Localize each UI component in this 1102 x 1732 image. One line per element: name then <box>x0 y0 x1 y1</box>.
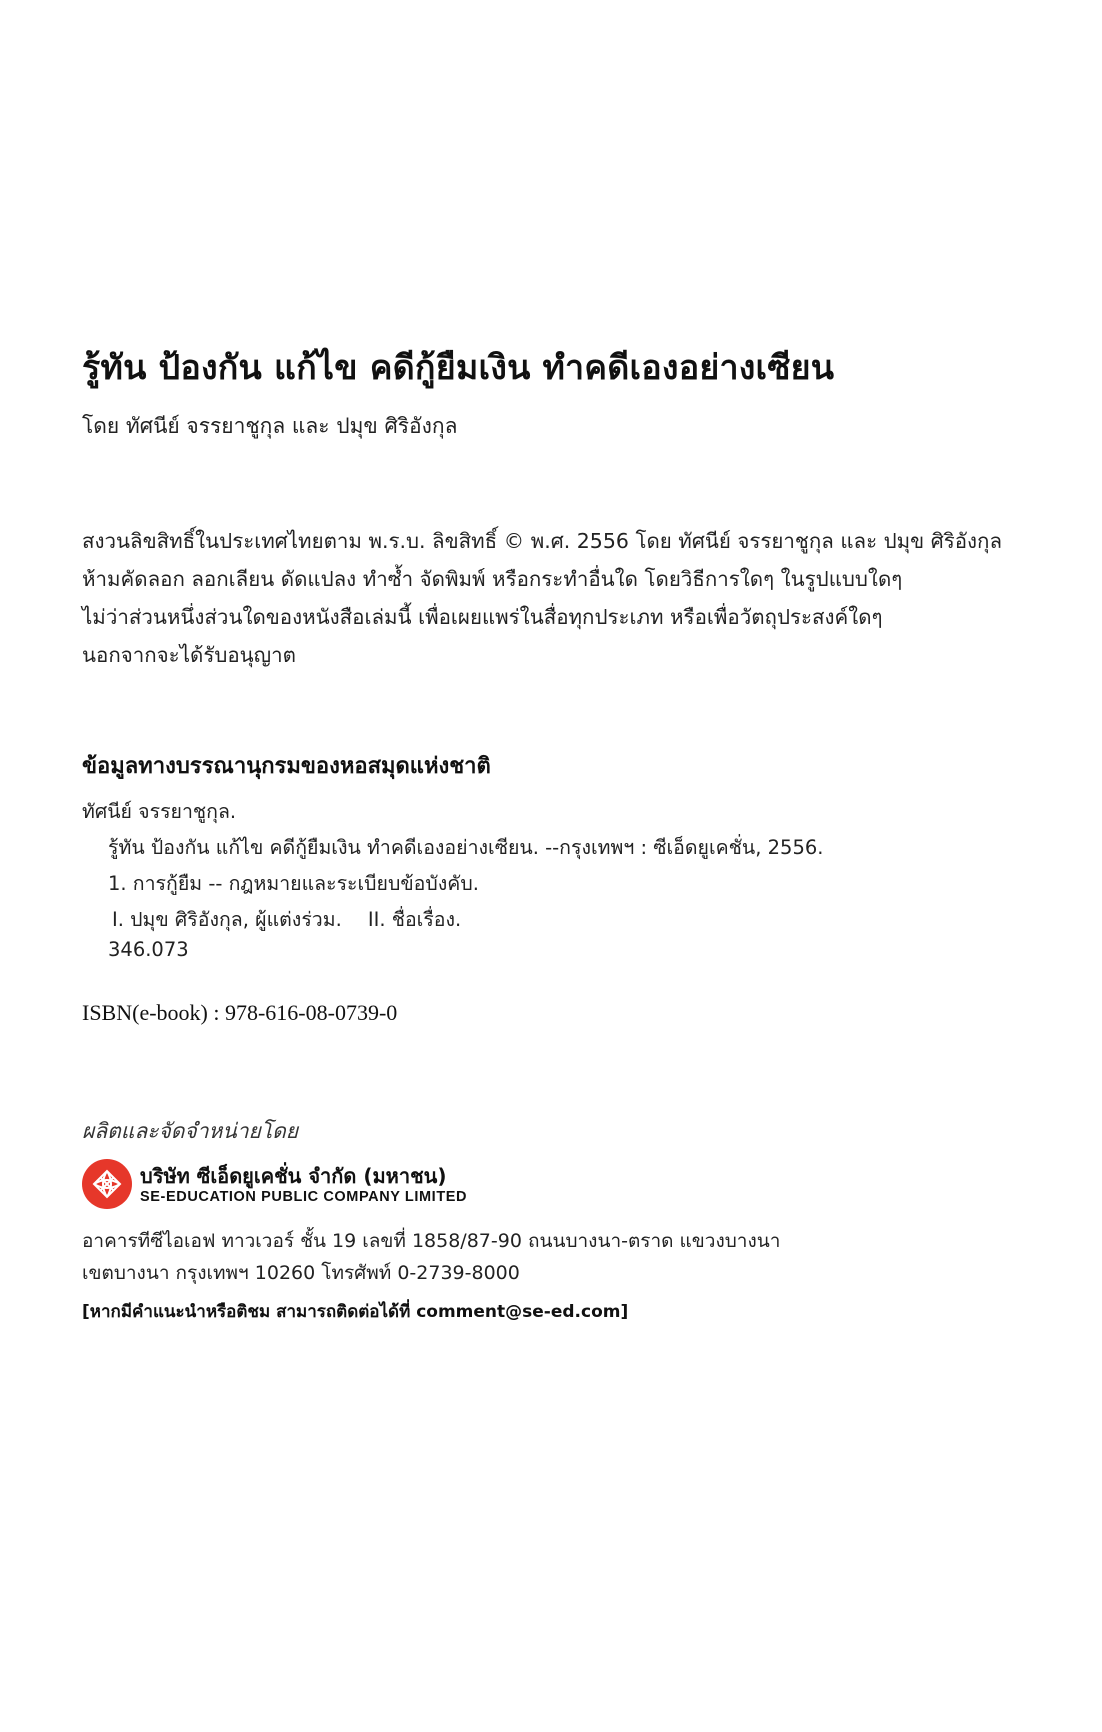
copyright-line: สงวนลิขสิทธิ์ในประเทศไทยตาม พ.ร.บ. ลิขสิทธิ์ © พ.ศ. 2556 โดย ทัศนีย์ จรรยาชูกุล และ ปมุข ศิริอังกุล <box>82 529 1003 553</box>
cip-subject: 1. การกู้ยืม -- กฎหมายและระเบียบข้อบังคับ. <box>108 872 479 895</box>
publisher-address <box>82 1225 780 1289</box>
isbn: ISBN(e-book) : 978-616-08-0739-0 <box>82 1000 398 1025</box>
address-line: อาคารทีซีไอเอฟ ทาวเวอร์ ชั้น 19 เลขที่ 1858/87-90 ถนนบางนา-ตราด แขวงบางนา <box>82 1230 781 1252</box>
cip-author: ทัศนีย์ จรรยาชูกุล. <box>82 800 237 823</box>
cip-entry-coauthor: I. ปมุข ศิริอังกุล, ผู้แต่งร่วม. <box>112 908 342 931</box>
company-name-english: SE-EDUCATION PUBLIC COMPANY LIMITED <box>140 1189 468 1205</box>
cip-classification: 346.073 <box>108 938 189 961</box>
copyright-line: ไม่ว่าส่วนหนึ่งส่วนใดของหนังสือเล่มนี้ เพื่อเผยแพร่ในสื่อทุกประเภท หรือเพื่อวัตถุประสงค์ใดๆ <box>82 605 883 629</box>
publisher-logo <box>82 1159 132 1209</box>
byline: โดย ทัศนีย์ จรรยาชูกุล และ ปมุข ศิริอังกุล <box>82 414 458 438</box>
company-name-thai: บริษัท ซีเอ็ดยูเคชั่น จำกัด (มหาชน) <box>140 1164 447 1188</box>
logo-knot-icon <box>90 1167 124 1201</box>
cip-added-entries <box>112 904 461 935</box>
copyright-line: ห้ามคัดลอก ลอกเลียน ดัดแปลง ทำซ้ำ จัดพิมพ์ หรือกระทำอื่นใด โดยวิธีการใดๆ ในรูปแบบใดๆ <box>82 567 903 591</box>
se-ed-logo-icon <box>82 1159 132 1209</box>
contact-note: [หากมีคำแนะนำหรือติชม สามารถติดต่อได้ที่ comment@se-ed.com] <box>82 1302 629 1322</box>
copyright-line: นอกจากจะได้รับอนุญาต <box>82 643 296 667</box>
publisher-label: ผลิตและจัดจำหน่ายโดย <box>82 1119 299 1143</box>
copyright-notice <box>82 522 1002 674</box>
cip-entry-title: II. ชื่อเรื่อง. <box>367 908 462 931</box>
cip-heading: ข้อมูลทางบรรณานุกรมของหอสมุดแห่งชาติ <box>82 754 491 779</box>
address-line: เขตบางนา กรุงเทพฯ 10260 โทรศัพท์ 0-2739-8000 <box>82 1262 520 1284</box>
book-title: รู้ทัน ป้องกัน แก้ไข คดีกู้ยืมเงิน ทำคดีเองอย่างเซียน <box>82 348 835 388</box>
cip-title-line: รู้ทัน ป้องกัน แก้ไข คดีกู้ยืมเงิน ทำคดีเองอย่างเซียน. --กรุงเทพฯ : ซีเอ็ดยูเคชั่น, 2556. <box>108 836 824 859</box>
